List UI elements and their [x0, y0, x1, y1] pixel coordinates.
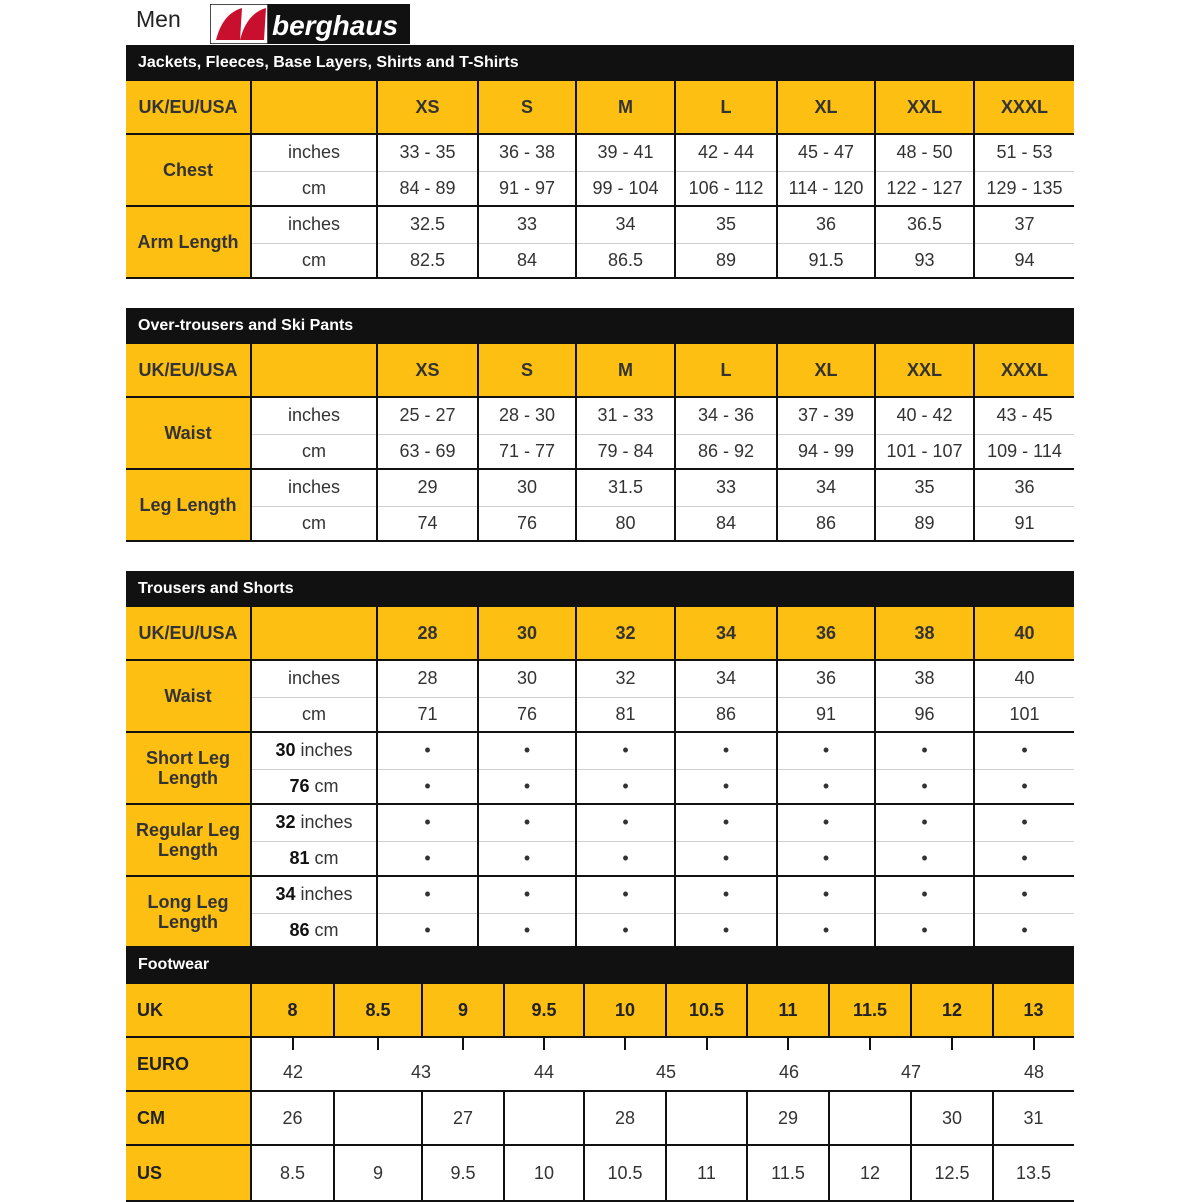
available-dot: •: [675, 769, 777, 804]
column-divider: [910, 984, 912, 1036]
available-dot: •: [974, 804, 1074, 841]
value-cell: 114 - 120: [777, 171, 875, 206]
page-title: Men: [136, 6, 181, 32]
value-cell: 33 - 35: [377, 134, 478, 171]
value-cell: 81: [576, 697, 675, 732]
column-divider: [250, 1092, 252, 1144]
available-dot: •: [974, 732, 1074, 769]
measurement-label: Regular Leg Length: [126, 804, 251, 876]
euro-size: 43: [410, 1061, 432, 1082]
value-cell: 33: [478, 206, 576, 243]
unit-text: cm: [314, 775, 339, 796]
value-cell: 31 - 33: [576, 397, 675, 434]
column-divider: [828, 984, 830, 1036]
value-cell: 63 - 69: [377, 434, 478, 469]
available-dot: •: [675, 841, 777, 876]
cm-size: [334, 1092, 422, 1144]
size-header-cell: XXL: [875, 344, 974, 397]
measurement-label: Short Leg Length: [126, 732, 251, 804]
available-dot: •: [875, 769, 974, 804]
euro-size: 45: [655, 1061, 677, 1082]
value-cell: 71 - 77: [478, 434, 576, 469]
unit-number: 81: [289, 847, 310, 868]
table-row: [126, 876, 1074, 913]
table-row: [126, 769, 1074, 804]
size-table: [126, 81, 1074, 279]
available-dot: •: [478, 804, 576, 841]
size-header-row: [126, 344, 1074, 397]
unit-text: inches: [300, 740, 353, 761]
available-dot: •: [777, 876, 875, 913]
brand-text: berghaus: [272, 10, 399, 41]
value-cell: 34 - 36: [675, 397, 777, 434]
available-dot: •: [875, 804, 974, 841]
value-cell: 36: [777, 206, 875, 243]
size-header-cell: 40: [974, 607, 1074, 660]
column-divider: [992, 1092, 994, 1144]
unit-cell: [251, 243, 377, 278]
us-size: 8.5: [279, 1162, 306, 1183]
value-cell: 76: [478, 697, 576, 732]
size-header-cell: 36: [777, 607, 875, 660]
unit-cell: [251, 913, 377, 948]
value-cell: 84: [675, 506, 777, 541]
berghaus-logo: [210, 4, 410, 44]
available-dot: •: [478, 732, 576, 769]
table-row: [126, 469, 1074, 506]
value-cell: 51 - 53: [974, 134, 1074, 171]
unit-cell: [251, 697, 377, 732]
value-cell: 89: [875, 506, 974, 541]
uk-size: 10.5: [666, 984, 747, 1036]
size-header-cell: 28: [377, 607, 478, 660]
unit-cell: [251, 876, 377, 913]
value-cell: 43 - 45: [974, 397, 1074, 434]
value-cell: 84 - 89: [377, 171, 478, 206]
available-dot: •: [377, 913, 478, 948]
available-dot: •: [576, 732, 675, 769]
column-divider: [250, 1038, 252, 1090]
measurement-label: Waist: [126, 397, 251, 469]
column-divider: [992, 984, 994, 1036]
available-dot: •: [875, 913, 974, 948]
size-table: [126, 607, 1074, 949]
footwear-row-uk: [126, 984, 1074, 1036]
size-header-row: [126, 81, 1074, 134]
size-header-cell: 34: [675, 607, 777, 660]
unit-text: inches: [287, 142, 341, 163]
column-label: UK/EU/USA: [126, 81, 251, 134]
cm-size: 30: [941, 1107, 963, 1128]
section-header: Jackets, Fleeces, Base Layers, Shirts and T-Shirts: [126, 45, 1074, 81]
unit-cell: [251, 841, 377, 876]
available-dot: •: [478, 769, 576, 804]
column-divider: [828, 1146, 830, 1200]
unit-text: inches: [287, 405, 341, 426]
unit-cell: [251, 804, 377, 841]
unit-cell: [251, 660, 377, 697]
available-dot: •: [875, 876, 974, 913]
table-row: [126, 697, 1074, 732]
scale-tick: [462, 1038, 464, 1050]
size-header-cell: S: [478, 81, 576, 134]
table-row: [126, 434, 1074, 469]
euro-size: 42: [282, 1061, 304, 1082]
size-header-cell: M: [576, 344, 675, 397]
euro-size: 48: [1023, 1061, 1045, 1082]
value-cell: 42 - 44: [675, 134, 777, 171]
value-cell: 35: [675, 206, 777, 243]
uk-size: 11.5: [829, 984, 911, 1036]
value-cell: 80: [576, 506, 675, 541]
value-cell: 79 - 84: [576, 434, 675, 469]
value-cell: 38: [875, 660, 974, 697]
size-header-cell: XXXL: [974, 81, 1074, 134]
unit-number: 34: [275, 884, 296, 905]
available-dot: •: [377, 769, 478, 804]
section-header: Over-trousers and Ski Pants: [126, 308, 1074, 344]
available-dot: •: [576, 769, 675, 804]
size-header-cell: 30: [478, 607, 576, 660]
value-cell: 33: [675, 469, 777, 506]
column-divider: [421, 984, 423, 1036]
column-divider: [503, 1092, 505, 1144]
euro-size: 46: [778, 1061, 800, 1082]
available-dot: •: [875, 732, 974, 769]
value-cell: 86 - 92: [675, 434, 777, 469]
size-header-cell: L: [675, 81, 777, 134]
available-dot: •: [576, 804, 675, 841]
value-cell: 30: [478, 660, 576, 697]
column-divider: [665, 1146, 667, 1200]
available-dot: •: [377, 804, 478, 841]
available-dot: •: [478, 913, 576, 948]
measurement-label: Chest: [126, 134, 251, 206]
table-row: [126, 841, 1074, 876]
available-dot: •: [478, 841, 576, 876]
column-divider: [665, 984, 667, 1036]
value-cell: 37: [974, 206, 1074, 243]
column-divider: [746, 1092, 748, 1144]
footwear-label: US: [126, 1146, 251, 1200]
available-dot: •: [675, 732, 777, 769]
unit-text: cm: [302, 703, 326, 724]
available-dot: •: [974, 913, 1074, 948]
column-divider: [333, 984, 335, 1036]
column-divider: [333, 1146, 335, 1200]
unit-cell: [251, 171, 377, 206]
value-cell: 99 - 104: [576, 171, 675, 206]
value-cell: 31.5: [576, 469, 675, 506]
value-cell: 91 - 97: [478, 171, 576, 206]
unit-text: inches: [287, 214, 341, 235]
value-cell: 84: [478, 243, 576, 278]
value-cell: 91: [974, 506, 1074, 541]
measurement-label: Waist: [126, 660, 251, 732]
column-divider: [503, 1146, 505, 1200]
cm-size: 28: [614, 1107, 636, 1128]
value-cell: 91.5: [777, 243, 875, 278]
uk-size: 12: [911, 984, 993, 1036]
table-row: [126, 171, 1074, 206]
us-size: 11.5: [771, 1162, 805, 1183]
value-cell: 29: [377, 469, 478, 506]
available-dot: •: [777, 913, 875, 948]
table-row: [126, 913, 1074, 948]
column-divider: [250, 1146, 252, 1200]
unit-text: cm: [314, 847, 339, 868]
size-header-cell: XS: [377, 344, 478, 397]
value-cell: 101: [974, 697, 1074, 732]
size-header-cell: XL: [777, 81, 875, 134]
value-cell: 36: [777, 660, 875, 697]
available-dot: •: [777, 732, 875, 769]
uk-size: 9.5: [504, 984, 584, 1036]
available-dot: •: [576, 841, 675, 876]
unit-number: 30: [275, 740, 296, 761]
unit-cell: [251, 769, 377, 804]
cm-size: [666, 1092, 747, 1144]
available-dot: •: [478, 876, 576, 913]
value-cell: 36: [974, 469, 1074, 506]
us-size: 10: [533, 1162, 555, 1183]
unit-number: 76: [289, 775, 310, 796]
value-cell: 86: [777, 506, 875, 541]
us-size: 12: [859, 1162, 881, 1183]
unit-text: cm: [302, 249, 326, 270]
available-dot: •: [675, 913, 777, 948]
unit-header-cell: [251, 607, 377, 660]
size-header-cell: L: [675, 344, 777, 397]
uk-size: 8.5: [334, 984, 422, 1036]
column-divider: [583, 1092, 585, 1144]
unit-cell: [251, 434, 377, 469]
available-dot: •: [675, 876, 777, 913]
euro-size: 44: [533, 1061, 555, 1082]
value-cell: 71: [377, 697, 478, 732]
available-dot: •: [875, 841, 974, 876]
available-dot: •: [675, 804, 777, 841]
value-cell: 96: [875, 697, 974, 732]
available-dot: •: [576, 913, 675, 948]
column-divider: [746, 984, 748, 1036]
value-cell: 106 - 112: [675, 171, 777, 206]
value-cell: 122 - 127: [875, 171, 974, 206]
uk-size: 10: [584, 984, 666, 1036]
size-table: [126, 344, 1074, 542]
value-cell: 91: [777, 697, 875, 732]
value-cell: 25 - 27: [377, 397, 478, 434]
footwear-row-euro: [126, 1038, 1074, 1090]
size-header-cell: S: [478, 344, 576, 397]
measurement-label: Long Leg Length: [126, 876, 251, 948]
available-dot: •: [576, 876, 675, 913]
unit-number: 86: [289, 919, 310, 940]
value-cell: 94 - 99: [777, 434, 875, 469]
value-cell: 30: [478, 469, 576, 506]
column-divider: [333, 1092, 335, 1144]
cm-size: [829, 1092, 911, 1144]
unit-number: 32: [275, 812, 296, 833]
measurement-label: Leg Length: [126, 469, 251, 541]
euro-size: 47: [900, 1061, 922, 1082]
value-cell: 34: [576, 206, 675, 243]
uk-size: 8: [251, 984, 334, 1036]
unit-cell: [251, 469, 377, 506]
value-cell: 93: [875, 243, 974, 278]
table-row: [126, 732, 1074, 769]
footwear-row-cm: [126, 1092, 1074, 1144]
available-dot: •: [377, 876, 478, 913]
value-cell: 86.5: [576, 243, 675, 278]
unit-cell: [251, 506, 377, 541]
unit-text: cm: [314, 919, 339, 940]
unit-cell: [251, 134, 377, 171]
available-dot: •: [974, 841, 1074, 876]
uk-size: 13: [993, 984, 1074, 1036]
value-cell: 89: [675, 243, 777, 278]
footwear-label: EURO: [126, 1038, 251, 1090]
size-header-cell: XL: [777, 344, 875, 397]
column-divider: [992, 1146, 994, 1200]
column-divider: [421, 1146, 423, 1200]
us-size: 9: [372, 1162, 383, 1183]
available-dot: •: [974, 876, 1074, 913]
column-divider: [503, 984, 505, 1036]
unit-cell: [251, 206, 377, 243]
value-cell: 86: [675, 697, 777, 732]
column-divider: [910, 1146, 912, 1200]
table-row: [126, 506, 1074, 541]
value-cell: 32: [576, 660, 675, 697]
value-cell: 101 - 107: [875, 434, 974, 469]
column-divider: [583, 984, 585, 1036]
us-size: 11: [697, 1162, 716, 1183]
unit-cell: [251, 732, 377, 769]
table-row: [126, 206, 1074, 243]
value-cell: 40: [974, 660, 1074, 697]
size-header-cell: 38: [875, 607, 974, 660]
table-row: [126, 660, 1074, 697]
size-header-cell: XS: [377, 81, 478, 134]
footwear-label: UK: [126, 984, 251, 1036]
measurement-label: Arm Length: [126, 206, 251, 278]
cm-size: 26: [282, 1107, 303, 1128]
us-size: 13.5: [1015, 1162, 1052, 1183]
cm-size: 29: [777, 1107, 799, 1128]
table-row: [126, 134, 1074, 171]
value-cell: 76: [478, 506, 576, 541]
unit-header-cell: [251, 81, 377, 134]
us-size: 12.5: [934, 1162, 970, 1183]
column-divider: [583, 1146, 585, 1200]
value-cell: 34: [675, 660, 777, 697]
available-dot: •: [974, 769, 1074, 804]
available-dot: •: [377, 732, 478, 769]
unit-text: inches: [287, 668, 341, 689]
unit-text: cm: [302, 177, 326, 198]
value-cell: 28: [377, 660, 478, 697]
size-header-cell: M: [576, 81, 675, 134]
size-header-cell: 32: [576, 607, 675, 660]
size-header-cell: XXL: [875, 81, 974, 134]
value-cell: 39 - 41: [576, 134, 675, 171]
value-cell: 94: [974, 243, 1074, 278]
value-cell: 45 - 47: [777, 134, 875, 171]
value-cell: 36 - 38: [478, 134, 576, 171]
unit-text: inches: [300, 812, 353, 833]
footwear-row-us: [126, 1146, 1074, 1200]
available-dot: •: [777, 769, 875, 804]
unit-text: cm: [302, 440, 326, 461]
column-divider: [250, 984, 252, 1036]
uk-size: 11: [747, 984, 829, 1036]
value-cell: 129 - 135: [974, 171, 1074, 206]
uk-size: 9: [422, 984, 504, 1036]
size-header-row: [126, 607, 1074, 660]
footwear-table: [126, 984, 1074, 1200]
us-size: 10.5: [607, 1162, 643, 1183]
value-cell: 34: [777, 469, 875, 506]
column-label: UK/EU/USA: [126, 607, 251, 660]
table-row: [126, 243, 1074, 278]
size-header-cell: XXXL: [974, 344, 1074, 397]
unit-text: cm: [302, 512, 326, 533]
cm-size: [504, 1092, 584, 1144]
cm-size: 31: [1023, 1107, 1044, 1128]
column-label: UK/EU/USA: [126, 344, 251, 397]
value-cell: 35: [875, 469, 974, 506]
unit-cell: [251, 397, 377, 434]
cm-size: 27: [452, 1107, 474, 1128]
value-cell: 37 - 39: [777, 397, 875, 434]
value-cell: 109 - 114: [974, 434, 1074, 469]
scale-tick: [377, 1038, 379, 1050]
section-header-footwear: Footwear: [126, 946, 1074, 984]
value-cell: 32.5: [377, 206, 478, 243]
value-cell: 28 - 30: [478, 397, 576, 434]
table-row: [126, 397, 1074, 434]
column-divider: [828, 1092, 830, 1144]
scale-tick: [951, 1038, 953, 1050]
value-cell: 74: [377, 506, 478, 541]
us-size: 9.5: [450, 1162, 476, 1183]
table-row: [126, 804, 1074, 841]
column-divider: [421, 1092, 423, 1144]
unit-text: inches: [287, 477, 341, 498]
column-divider: [665, 1092, 667, 1144]
value-cell: 40 - 42: [875, 397, 974, 434]
unit-header-cell: [251, 344, 377, 397]
available-dot: •: [377, 841, 478, 876]
available-dot: •: [777, 804, 875, 841]
column-divider: [910, 1092, 912, 1144]
value-cell: 48 - 50: [875, 134, 974, 171]
value-cell: 36.5: [875, 206, 974, 243]
unit-text: inches: [300, 884, 353, 905]
value-cell: 82.5: [377, 243, 478, 278]
available-dot: •: [777, 841, 875, 876]
section-header: Trousers and Shorts: [126, 571, 1074, 607]
column-divider: [746, 1146, 748, 1200]
footwear-label: CM: [126, 1092, 251, 1144]
